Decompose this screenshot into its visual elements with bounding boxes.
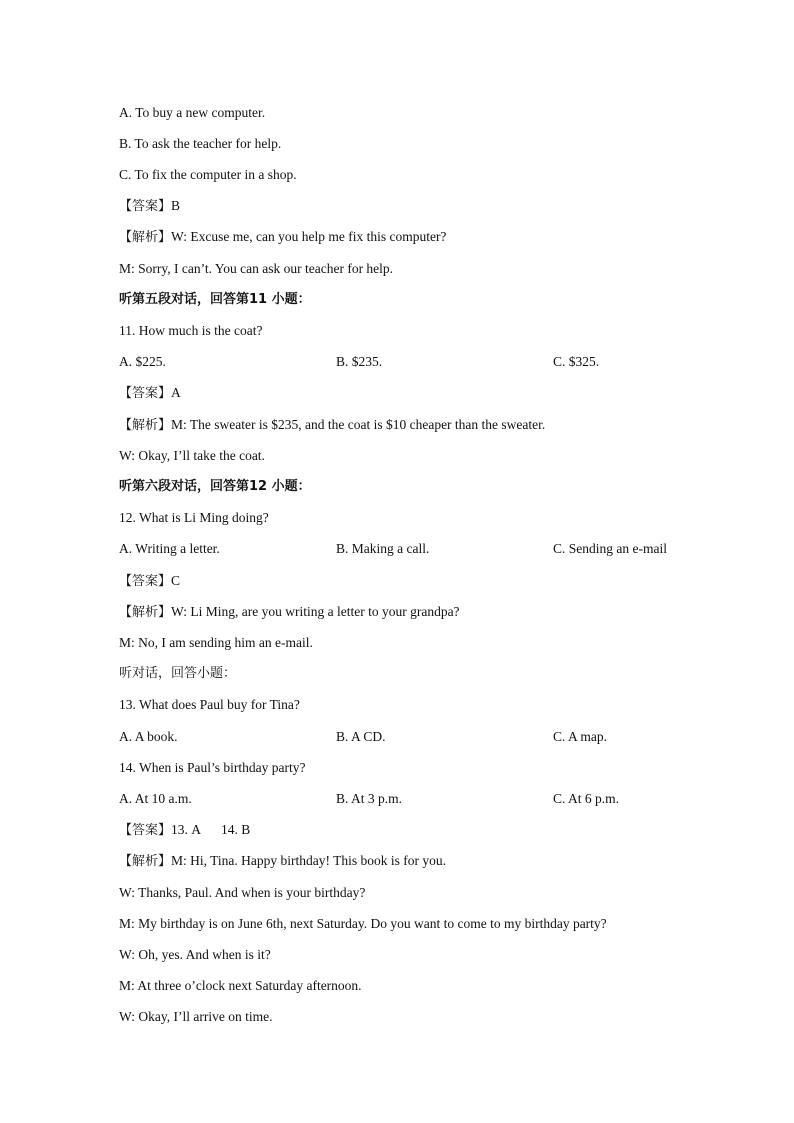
analysis-label: 【解析】	[119, 854, 172, 869]
q12-option-c: C. Sending an e-mail	[553, 541, 667, 556]
q12-analysis-line2: M: No, I am sending him an e-mail.	[119, 635, 313, 650]
answer-value-14: 14. B	[221, 822, 251, 837]
q13-14-analysis-line5: M: At three o’clock next Saturday afternoon.	[119, 978, 362, 993]
section-7-heading: 听对话，回答小题：	[119, 666, 237, 681]
analysis-text: M: Hi, Tina. Happy birthday! This book is for you.	[171, 853, 447, 868]
q13-14-analysis-line4: W: Oh, yes. And when is it?	[119, 947, 271, 962]
q14-option-b: B. At 3 p.m.	[336, 791, 403, 806]
answer-value: C	[171, 573, 181, 588]
q12-analysis	[119, 604, 460, 621]
answer-label: 【答案】	[119, 199, 172, 214]
q13-14-analysis-line3: M: My birthday is on June 6th, next Saturday. Do you want to come to my birthday party?	[119, 916, 607, 931]
q14-question: 14. When is Paul’s birthday party?	[119, 760, 306, 775]
section-5-heading: 听第五段对话，回答第11 小题：	[119, 292, 311, 307]
section-6-heading: 听第六段对话，回答第12 小题：	[119, 479, 311, 494]
q11-option-b: B. $235.	[336, 354, 383, 369]
q13-option-b: B. A CD.	[336, 729, 386, 744]
q13-option-c: C. A map.	[553, 729, 608, 744]
q14-option-a: A. At 10 a.m.	[119, 791, 192, 806]
q10-analysis-line2: M: Sorry, I can’t. You can ask our teacher for help.	[119, 261, 394, 276]
q12-option-b: B. Making a call.	[336, 541, 430, 556]
q11-option-c: C. $325.	[553, 354, 600, 369]
q12-answer	[119, 573, 180, 590]
analysis-text: W: Excuse me, can you help me fix this computer?	[171, 229, 447, 244]
analysis-text: W: Li Ming, are you writing a letter to your grandpa?	[171, 604, 460, 619]
q11-question: 11. How much is the coat?	[119, 323, 263, 338]
answer-label: 【答案】	[119, 574, 172, 589]
q10-analysis	[119, 229, 446, 246]
analysis-label: 【解析】	[119, 605, 172, 620]
answer-value: B	[171, 198, 181, 213]
q13-14-analysis	[119, 853, 446, 870]
q13-option-a: A. A book.	[119, 729, 178, 744]
q11-options	[119, 354, 679, 370]
answer-value: A	[171, 385, 181, 400]
q13-14-analysis-line6: W: Okay, I’ll arrive on time.	[119, 1009, 273, 1024]
q10-option-a: A. To buy a new computer.	[119, 105, 266, 120]
q11-analysis	[119, 417, 545, 434]
q10-option-c: C. To fix the computer in a shop.	[119, 167, 297, 182]
analysis-label: 【解析】	[119, 418, 172, 433]
q12-options	[119, 541, 679, 557]
q12-option-a: A. Writing a letter.	[119, 541, 220, 556]
answer-label: 【答案】	[119, 386, 172, 401]
q10-answer	[119, 198, 180, 215]
analysis-text: M: The sweater is $235, and the coat is $10 cheaper than the sweater.	[171, 417, 546, 432]
q11-option-a: A. $225.	[119, 354, 166, 369]
q13-14-analysis-line2: W: Thanks, Paul. And when is your birthday?	[119, 885, 366, 900]
q11-analysis-line2: W: Okay, I’ll take the coat.	[119, 448, 265, 463]
answer-label: 【答案】	[119, 823, 172, 838]
analysis-label: 【解析】	[119, 230, 172, 245]
q13-options	[119, 729, 679, 745]
q13-question: 13. What does Paul buy for Tina?	[119, 697, 300, 712]
q10-option-b: B. To ask the teacher for help.	[119, 136, 282, 151]
q12-question: 12. What is Li Ming doing?	[119, 510, 269, 525]
q13-14-answer	[119, 822, 250, 839]
q14-options	[119, 791, 679, 807]
answer-value-13: 13. A	[171, 822, 202, 837]
q14-option-c: C. At 6 p.m.	[553, 791, 620, 806]
q11-answer	[119, 385, 181, 402]
